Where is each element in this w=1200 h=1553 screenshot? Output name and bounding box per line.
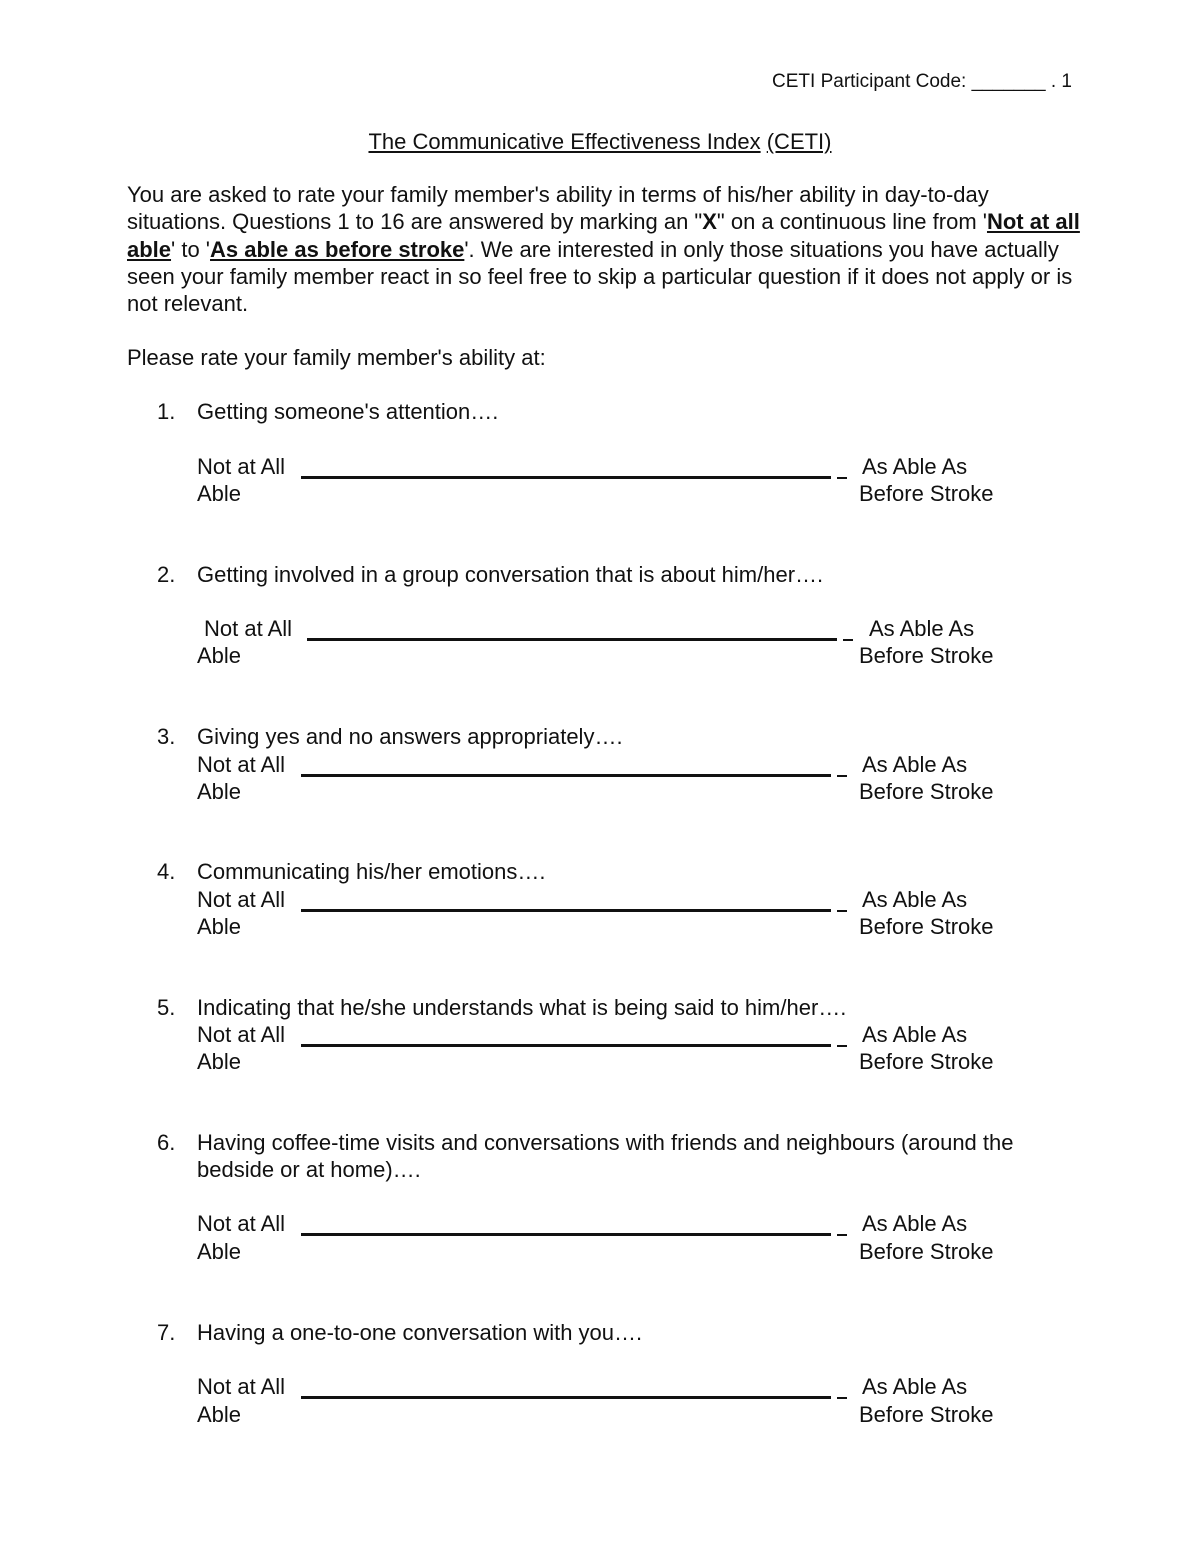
scale-right-label: As Able As [862,1211,968,1236]
scale-right-label-2: Before Stroke [859,779,994,804]
rating-line[interactable] [301,774,831,777]
rating-line[interactable] [307,638,837,641]
question-text: Having coffee-time visits and conversations with friends and neighbours (around the bedside or at home)…. [197,1130,1014,1183]
not-at-all-able-label: Not at all able [127,209,1080,262]
rating-line[interactable] [301,1396,831,1399]
scale-left-label: Not at All [204,616,293,641]
question-text: Getting involved in a group conversation that is about him/her…. [197,562,824,587]
rating-line[interactable] [301,909,831,912]
title-abbrev: (CETI) [766,129,832,154]
question-number: 2. [157,562,176,587]
scale-right-label: As Able As [862,1022,968,1047]
scale-left-label: Not at All [197,1374,286,1399]
rating-line[interactable] [301,1044,831,1047]
question-number: 6. [157,1130,176,1155]
scale-right-label-2: Before Stroke [859,1239,994,1264]
title-main: The Communicative Effectiveness Index [368,129,761,154]
rating-line-end [837,477,847,479]
rating-line-end [837,910,847,912]
scale-right-label: As Able As [862,1374,968,1399]
rating-line[interactable] [301,1233,831,1236]
scale-right-label-2: Before Stroke [859,914,994,939]
intro-text-1: You are asked to rate your family member's ability in terms of his/her ability in day-to-day situations. Questions 1 to 16 are answered by marking an " [127,182,989,235]
question-text: Communicating his/her emotions…. [197,859,546,884]
scale-right-label: As Able As [869,616,975,641]
x-mark: X [702,209,717,235]
scale-left-label-2: Able [197,1239,242,1264]
scale-right-label: As Able As [862,454,968,479]
scale-left-label: Not at All [197,752,286,777]
scale-right-label-2: Before Stroke [859,481,994,506]
scale-left-label-2: Able [197,481,242,506]
rating-prompt: Please rate your family member's ability at: [127,345,546,370]
question-text: Having a one-to-one conversation with you…. [197,1320,643,1345]
question-text: Getting someone's attention…. [197,399,499,424]
scale-right-label-2: Before Stroke [859,643,994,668]
as-able-label: As able as before stroke [210,236,465,262]
scale-right-label-2: Before Stroke [859,1402,994,1427]
question-number: 4. [157,859,176,884]
participant-code-header: CETI Participant Code: _______ . 1 [772,71,1072,92]
scale-right-label-2: Before Stroke [859,1049,994,1074]
rating-line-end [837,775,847,777]
question-number: 3. [157,724,176,749]
intro-text-4: '. We are interested in only those situations you have actually seen your family member react in so feel free to skip a particular question if it does not apply or is not relevant. [127,236,1073,317]
scale-left-label: Not at All [197,887,286,912]
scale-left-label-2: Able [197,779,242,804]
question-text: Giving yes and no answers appropriately…. [197,724,623,749]
intro-text-2: " on a continuous line from ' [716,209,987,235]
document-title [0,128,1200,155]
scale-left-label-2: Able [197,1402,242,1427]
intro-text-3: ' to ' [171,236,211,262]
scale-left-label: Not at All [197,454,286,479]
scale-right-label: As Able As [862,752,968,777]
rating-line[interactable] [301,476,831,479]
rating-line-end [837,1397,847,1399]
scale-left-label-2: Able [197,914,242,939]
scale-left-label-2: Able [197,1049,242,1074]
question-number: 7. [157,1320,176,1345]
scale-left-label: Not at All [197,1211,286,1236]
rating-line-end [843,639,853,641]
scale-left-label: Not at All [197,1022,286,1047]
instructions-paragraph [127,181,1087,317]
scale-left-label-2: Able [197,643,242,668]
rating-line-end [837,1045,847,1047]
question-text: Indicating that he/she understands what is being said to him/her…. [197,995,847,1020]
scale-right-label: As Able As [862,887,968,912]
rating-line-end [837,1234,847,1236]
question-number: 5. [157,995,176,1020]
question-number: 1. [157,399,176,424]
